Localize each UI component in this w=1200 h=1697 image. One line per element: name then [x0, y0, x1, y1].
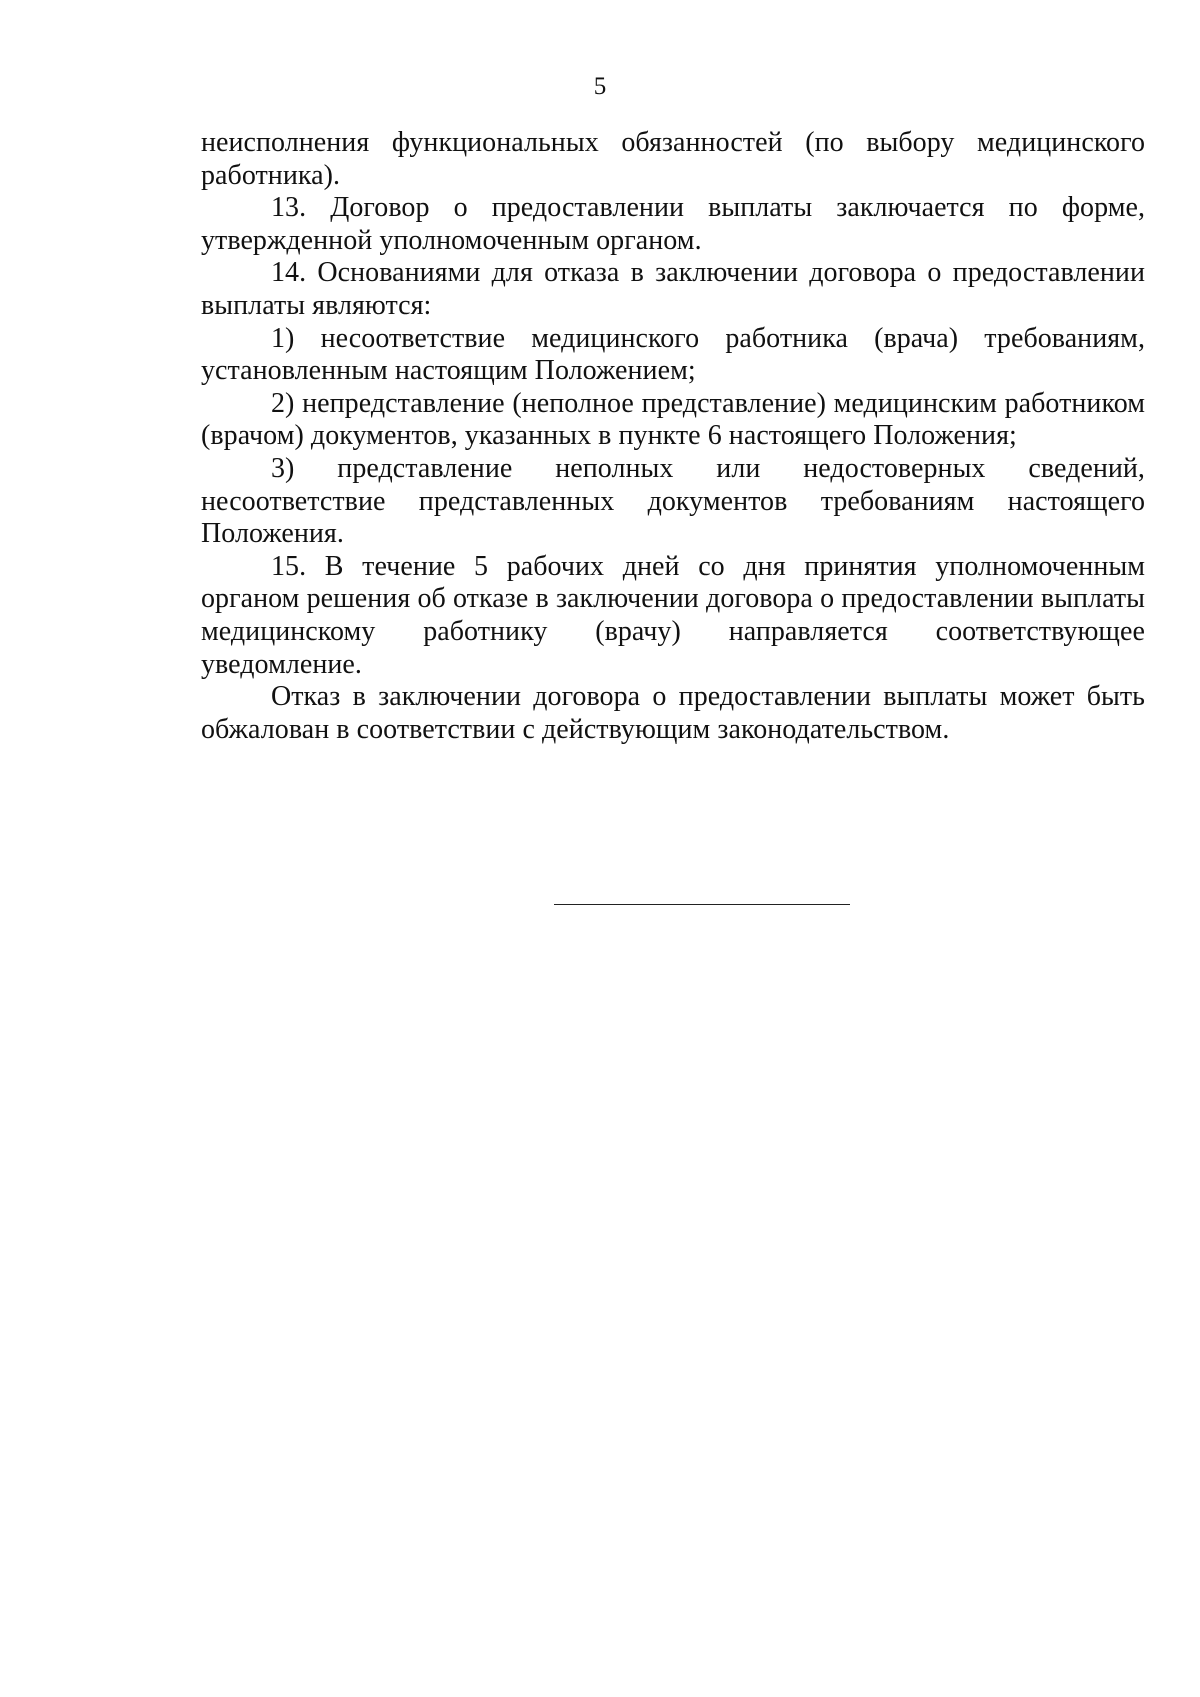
paragraph-13: 13. Договор о предоставлении выплаты заключается по форме, утвержденной уполномоченным органом. — [201, 192, 1145, 256]
paragraph-continuation: неисполнения функциональных обязанностей (по выбору медицинского работника). — [201, 127, 1145, 191]
list-item-1: 1) несоответствие медицинского работника (врача) требованиям, установленным настоящим Положением; — [201, 322, 1145, 387]
end-divider-line — [554, 904, 850, 905]
page-number: 5 — [593, 73, 607, 100]
paragraph-14: 14. Основаниями для отказа в заключении договора о предоставлении выплаты являются: — [201, 257, 1145, 321]
paragraph-15: 15. В течение 5 рабочих дней со дня принятия уполномоченным органом решения об отказе в заключении договора о предоставлении выплаты медицинскому работнику (врачу) направляется соответствующее уведомление. — [201, 550, 1145, 680]
list-item-3: 3) представление неполных или недостоверных сведений, несоответствие представленных документов требованиям настоящего Положения. — [201, 452, 1145, 550]
list-item-2: 2) непредставление (неполное представление) медицинским работником (врачом) документов, указанных в пункте 6 настоящего Положения; — [201, 387, 1145, 452]
document-body — [201, 127, 1145, 746]
paragraph-appeal: Отказ в заключении договора о предоставлении выплаты может быть обжалован в соответствии с действующим законодательством. — [201, 681, 1145, 745]
